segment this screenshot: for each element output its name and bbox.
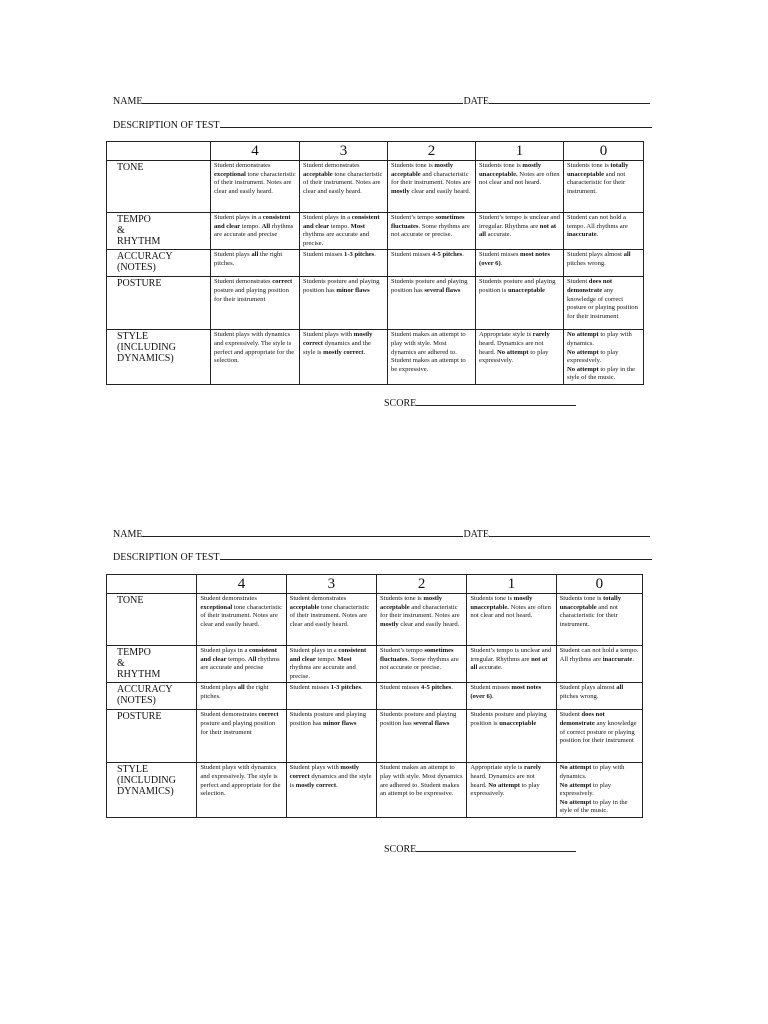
criterion-label: ACCURACY (NOTES)	[107, 683, 197, 710]
criterion-descriptor: Student plays with mostly correct dynamics and the style is mostly correct.	[300, 330, 388, 385]
criterion-descriptor: Student misses most notes (over 6).	[476, 250, 564, 277]
criterion-descriptor: Students posture and playing position has minor flaws	[300, 277, 388, 330]
rubric-table	[106, 574, 643, 818]
criterion-descriptor: Student plays with dynamics and expressively. The style is perfect and appropriate for the selection.	[211, 330, 300, 385]
description-line[interactable]	[220, 550, 652, 560]
score-line[interactable]	[416, 842, 576, 852]
score-level-header: 2	[388, 142, 476, 161]
criterion-descriptor: Student demonstrates correct posture and playing position for their instrument	[197, 710, 286, 763]
criterion-descriptor: Student can not hold a tempo. All rhythms are inaccurate.	[556, 646, 642, 683]
criterion-descriptor: Student’s tempo sometimes fluctuates. Some rhythms are not accurate or precise.	[376, 646, 466, 683]
criterion-descriptor: Appropriate style is rarely heard. Dynamics are not heard. No attempt to play expressively.	[467, 763, 556, 818]
rubric-body	[107, 142, 644, 385]
rubric-row	[107, 250, 644, 277]
criterion-descriptor: Student misses 4-5 pitches.	[388, 250, 476, 277]
date-line[interactable]	[489, 527, 650, 537]
rubric-row	[107, 213, 644, 250]
criterion-descriptor: Student plays with mostly correct dynamics and the style is mostly correct.	[286, 763, 376, 818]
criterion-descriptor: Students tone is mostly acceptable and characteristic for their instrument. Notes are mostly clear and easily heard.	[388, 161, 476, 213]
score-label: SCORE	[384, 844, 417, 855]
criterion-label: STYLE (INCLUDING DYNAMICS)	[107, 330, 211, 385]
name-label: NAME	[113, 96, 143, 107]
score-field	[384, 842, 576, 856]
score-field	[384, 396, 576, 410]
criterion-descriptor: Student misses 4-5 pitches.	[376, 683, 466, 710]
score-level-header: 3	[300, 142, 388, 161]
score-level-header: 4	[211, 142, 300, 161]
criterion-label: TEMPO & RHYTHM	[107, 646, 197, 683]
criterion-descriptor: Student makes an attempt to play with style. Most dynamics are adhered to. Student makes an attempt to be expressive.	[388, 330, 476, 385]
name-date-field	[113, 527, 650, 541]
rubric-row	[107, 277, 644, 330]
score-level-header: 4	[197, 575, 286, 594]
criterion-label: TEMPO & RHYTHM	[107, 213, 211, 250]
criterion-descriptor: Students posture and playing position has minor flaws	[286, 710, 376, 763]
criterion-label: TONE	[107, 161, 211, 213]
criterion-descriptor: Student’s tempo sometimes fluctuates. Some rhythms are not accurate or precise.	[388, 213, 476, 250]
rubric-row	[107, 330, 644, 385]
score-label: SCORE	[384, 398, 417, 409]
rubric-row	[107, 161, 644, 213]
criterion-descriptor: Student demonstrates acceptable tone characteristic of their instrument. Notes are clear and easily heard.	[286, 594, 376, 646]
description-label: DESCRIPTION OF TEST	[113, 552, 220, 563]
criterion-descriptor: Students posture and playing position is unacceptable	[467, 710, 556, 763]
criterion-descriptor: Students tone is mostly acceptable and characteristic for their instrument. Notes are mostly clear and easily heard.	[376, 594, 466, 646]
criterion-descriptor: Students tone is totally unacceptable and not characteristic for their instrument.	[556, 594, 642, 646]
score-level-header: 0	[564, 142, 644, 161]
score-level-header: 2	[376, 575, 466, 594]
criterion-descriptor: Students posture and playing position has several flaws	[376, 710, 466, 763]
criterion-descriptor: Students posture and playing position has several flaws	[388, 277, 476, 330]
score-level-header: 0	[556, 575, 642, 594]
criterion-descriptor: Student plays in a consistent and clear tempo. All rhythms are accurate and precise	[211, 213, 300, 250]
description-field	[113, 118, 652, 132]
rubric-row	[107, 710, 643, 763]
criterion-descriptor: Student can not hold a tempo. All rhythms are inaccurate.	[564, 213, 644, 250]
criterion-descriptor: Student makes an attempt to play with style. Most dynamics are adhered to. Student makes an attempt to be expressive.	[376, 763, 466, 818]
header-corner-cell	[107, 575, 197, 594]
criterion-label: POSTURE	[107, 277, 211, 330]
score-level-header: 1	[467, 575, 556, 594]
criterion-descriptor: Students tone is mostly unacceptable. Notes are often not clear and not heard.	[467, 594, 556, 646]
criterion-descriptor: Student plays in a consistent and clear tempo. Most rhythms are accurate and precise.	[286, 646, 376, 683]
criterion-descriptor: Students tone is totally unacceptable and not characteristic for their instrument.	[564, 161, 644, 213]
criterion-descriptor: Student plays in a consistent and clear tempo. All rhythms are accurate and precise	[197, 646, 286, 683]
criterion-descriptor: Student misses most notes (over 6).	[467, 683, 556, 710]
name-line[interactable]	[142, 94, 463, 104]
criterion-descriptor: Student does not demonstrate any knowledge of correct posture or playing position for their instrument	[564, 277, 644, 330]
description-label: DESCRIPTION OF TEST	[113, 120, 220, 131]
criterion-descriptor: Student demonstrates exceptional tone characteristic of their instrument. Notes are clear and easily heard.	[197, 594, 286, 646]
score-level-header: 3	[286, 575, 376, 594]
name-label: NAME	[113, 529, 143, 540]
score-line[interactable]	[416, 396, 576, 406]
date-line[interactable]	[489, 94, 650, 104]
criterion-descriptor: Student does not demonstrate any knowledge of correct posture or playing position for their instrument	[556, 710, 642, 763]
criterion-descriptor: Student demonstrates exceptional tone characteristic of their instrument. Notes are clear and easily heard.	[211, 161, 300, 213]
score-level-header: 1	[476, 142, 564, 161]
rubric-row	[107, 646, 643, 683]
score-level-header-row	[107, 142, 644, 161]
rubric-row	[107, 763, 643, 818]
criterion-descriptor: Student plays all the right pitches.	[211, 250, 300, 277]
criterion-descriptor: Student demonstrates acceptable tone characteristic of their instrument. Notes are clear and easily heard.	[300, 161, 388, 213]
criterion-descriptor: Student’s tempo is unclear and irregular. Rhythms are not at all accurate.	[476, 213, 564, 250]
criterion-descriptor: Student plays almost all pitches wrong.	[556, 683, 642, 710]
criterion-label: STYLE (INCLUDING DYNAMICS)	[107, 763, 197, 818]
rubric-row	[107, 594, 643, 646]
criterion-descriptor: Student plays with dynamics and expressively. The style is perfect and appropriate for the selection.	[197, 763, 286, 818]
description-line[interactable]	[220, 118, 652, 128]
rubric-body	[107, 575, 643, 818]
criterion-descriptor: Student plays in a consistent and clear tempo. Most rhythms are accurate and precise.	[300, 213, 388, 250]
criterion-descriptor: Students posture and playing position is unacceptable	[476, 277, 564, 330]
date-label: DATE	[463, 529, 490, 540]
criterion-label: ACCURACY (NOTES)	[107, 250, 211, 277]
criterion-descriptor: Student plays almost all pitches wrong.	[564, 250, 644, 277]
description-field	[113, 550, 652, 564]
criterion-descriptor: No attempt to play with dynamics. No attempt to play expressively. No attempt to play in the style of the music.	[556, 763, 642, 818]
rubric-row	[107, 683, 643, 710]
criterion-descriptor: Student misses 1-3 pitches.	[286, 683, 376, 710]
date-label: DATE	[463, 96, 490, 107]
criterion-label: POSTURE	[107, 710, 197, 763]
header-corner-cell	[107, 142, 211, 161]
name-line[interactable]	[142, 527, 463, 537]
criterion-descriptor: Student demonstrates correct posture and playing position for their instrument	[211, 277, 300, 330]
score-level-header-row	[107, 575, 643, 594]
criterion-descriptor: Appropriate style is rarely heard. Dynamics are not heard. No attempt to play expressively.	[476, 330, 564, 385]
rubric-table	[106, 141, 644, 385]
criterion-descriptor: Student plays all the right pitches.	[197, 683, 286, 710]
criterion-label: TONE	[107, 594, 197, 646]
criterion-descriptor: Student’s tempo is unclear and irregular. Rhythms are not at all accurate.	[467, 646, 556, 683]
criterion-descriptor: No attempt to play with dynamics. No attempt to play expressively. No attempt to play in the style of the music.	[564, 330, 644, 385]
criterion-descriptor: Student misses 1-3 pitches.	[300, 250, 388, 277]
name-date-field	[113, 94, 650, 108]
criterion-descriptor: Students tone is mostly unacceptable. Notes are often not clear and not heard.	[476, 161, 564, 213]
